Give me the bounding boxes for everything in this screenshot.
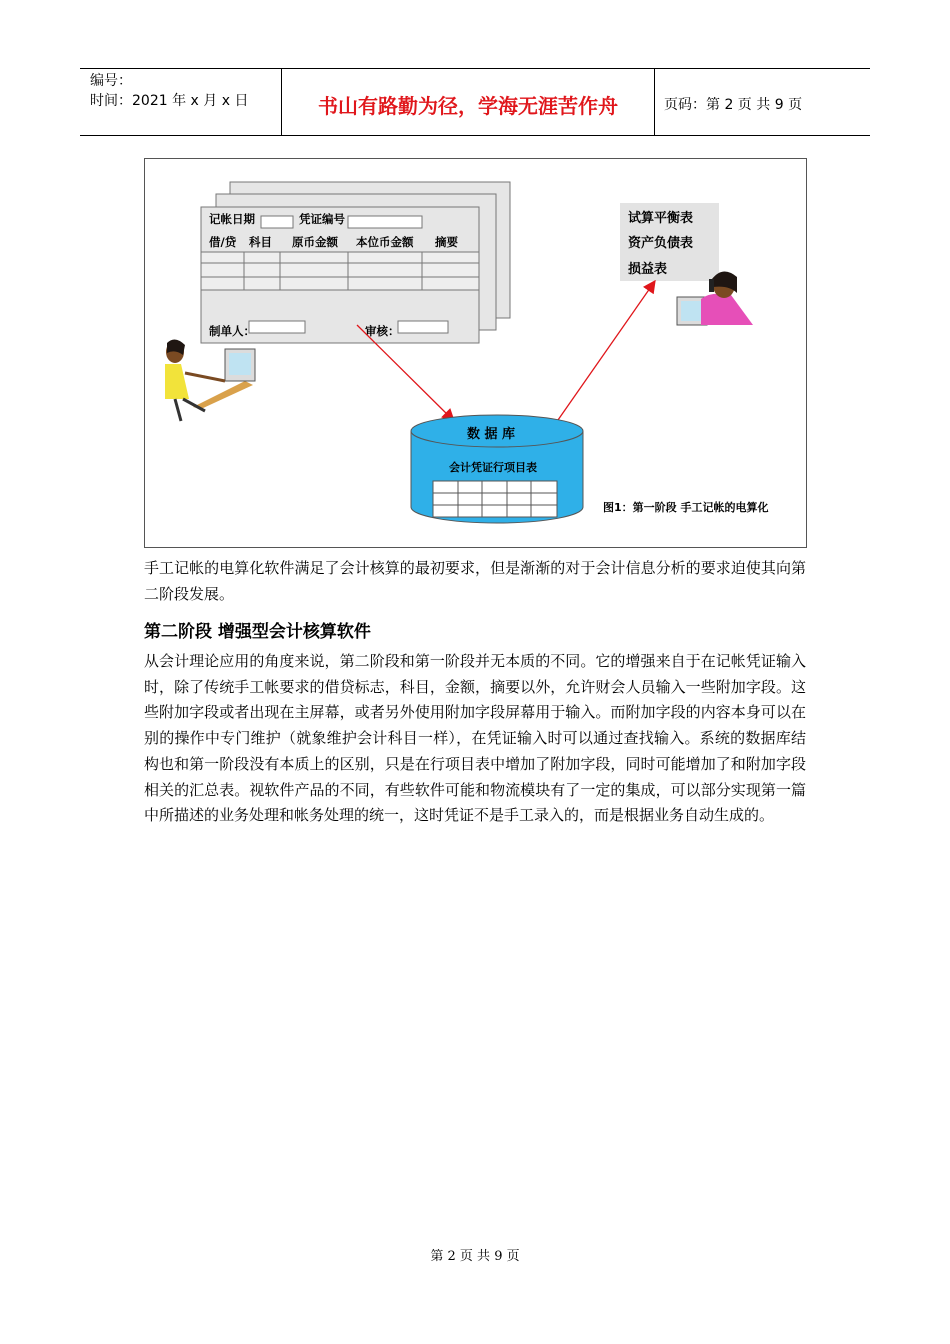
voucher-col-summary: 摘要 (435, 235, 458, 249)
header-id-label: 编号： (90, 73, 132, 89)
figure-caption: 图1：第一阶段 手工记帐的电算化 (603, 501, 769, 514)
voucher-date-label: 记帐日期 (209, 212, 255, 226)
header-divider (654, 68, 655, 135)
report-trial-balance: 试算平衡表 (628, 211, 694, 226)
voucher-col-debit-credit: 借/贷 (209, 235, 237, 249)
footer-page-number: 第 2 页 共 9 页 (430, 1249, 520, 1264)
voucher-reviewer-label: 审核： (365, 324, 400, 338)
report-income-statement: 损益表 (628, 262, 668, 277)
voucher-stack (201, 182, 510, 343)
section-heading: 第二阶段 增强型会计核算软件 (144, 622, 371, 642)
voucher-col-original-amount: 原币金额 (292, 235, 338, 249)
database-table-label: 会计凭证行项目表 (449, 461, 537, 474)
voucher-col-local-amount: 本位币金额 (356, 235, 414, 249)
paragraph-intro: 手工记帐的电算化软件满足了会计核算的最初要求，但是渐渐的对于会计信息分析的要求迫使其向第二阶段发展。 (144, 559, 806, 603)
figure-frame (144, 158, 807, 548)
voucher-preparer-label: 制单人： (209, 324, 255, 338)
voucher-col-account: 科目 (249, 235, 272, 249)
arrow-db-to-reports (551, 281, 655, 430)
clerk-at-computer-icon (165, 339, 255, 421)
header-date: 时间：2021 年 x 月 x 日 (90, 93, 249, 109)
voucher-number-label: 凭证编号 (299, 212, 345, 226)
paragraph-stage-two: 从会计理论应用的角度来说，第二阶段和第一阶段并无本质的不同。它的增强来自于在记帐凭证输入时，除了传统手工帐要求的借贷标志，科目，金额，摘要以外，允许财会人员输入一些附加字段。这些附加字段或者出现在主屏幕，或者另外使用附加字段屏幕用于输入。而附加字段的内容本身可以在别的操作中专门维护（就象维护会计科目一样），在凭证输入时可以通过查找输入。系统的数据库结构也和第一阶段没有本质上的区别，只是在行项目表中增加了附加字段，同时可能增加了和附加字段相关的汇总表。视软件产品的不同，有些软件可能和物流模块有了一定的集成，可以部分实现第一篇中所描述的业务处理和帐务处理的统一，这时凭证不是手工录入的，而是根据业务自动生成的。 (144, 652, 806, 825)
header-motto: 书山有路勤为径，学海无涯苦作舟 (318, 94, 618, 118)
header-bottom-rule (80, 135, 870, 136)
database-label: 数 据 库 (467, 427, 516, 442)
header-top-rule (80, 68, 870, 69)
header-page-number: 页码：第 2 页 共 9 页 (664, 97, 803, 113)
report-balance-sheet: 资产负债表 (628, 236, 694, 251)
